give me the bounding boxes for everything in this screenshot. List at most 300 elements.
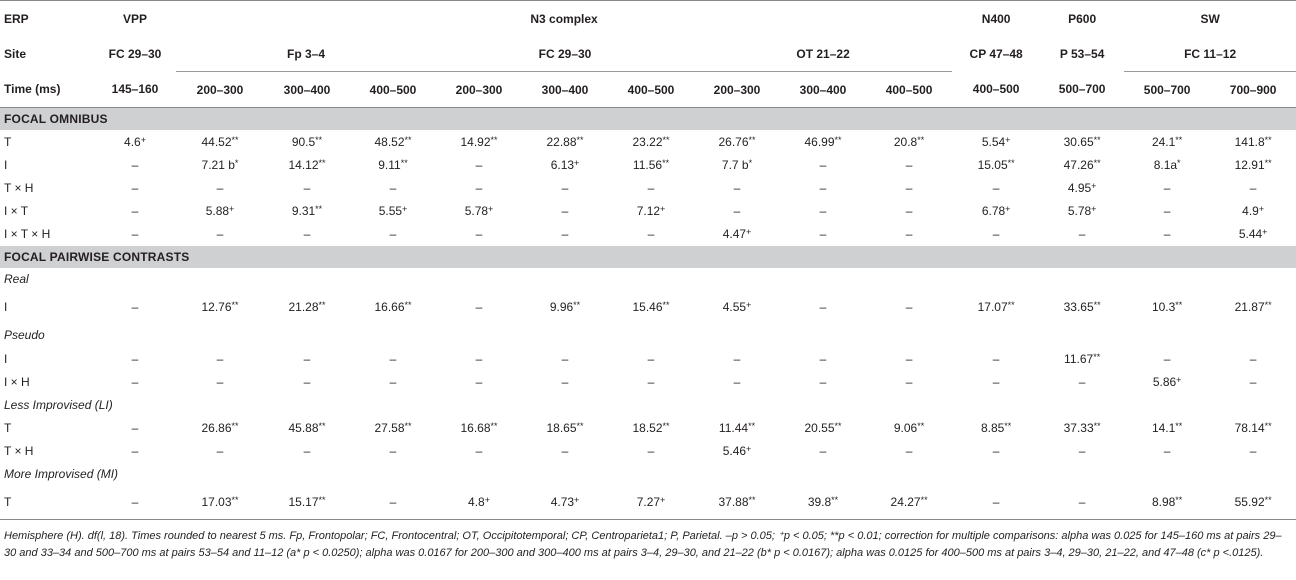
- table-cell: [522, 291, 608, 324]
- cell-value: 21.28: [288, 300, 319, 315]
- significance-marker: +: [574, 495, 580, 506]
- significance-marker: **: [1175, 495, 1183, 506]
- table-cell: [176, 176, 264, 199]
- table-cell: [608, 130, 694, 153]
- table-cell: [866, 130, 952, 153]
- header-row-site: [0, 36, 1296, 72]
- significance-marker: **: [573, 300, 581, 311]
- cell-value: 8.85: [980, 420, 1005, 435]
- header-cell: 400–500: [952, 72, 1040, 108]
- cell-value: –: [131, 374, 139, 389]
- cell-value: 10.3: [1151, 300, 1176, 315]
- header-cell: VPP: [94, 1, 176, 37]
- cell-value: 14.1: [1151, 420, 1176, 435]
- footnote-line: 0.025 for 145–160 ms at pairs 29–30 and 33–34 and 500–700 ms at pairs 53–54 and 11–12 (a* p < 0.0250); alpha was 0.0167 for 200–300 and 300–400 ms at pairs 3–4, 29–30, and 21–22 (b* p < 0.0167); alpha was 0.0125 for: [4, 530, 1282, 559]
- cell-value: 46.99: [804, 134, 835, 149]
- table-cell: [952, 176, 1040, 199]
- significance-marker: **: [1264, 134, 1272, 145]
- section-header: [0, 108, 1296, 131]
- significance-marker: **: [1093, 351, 1101, 362]
- table-cell: [350, 486, 436, 520]
- row-label: T × H: [4, 180, 34, 195]
- table-cell: [952, 347, 1040, 370]
- header-cell: N400: [952, 1, 1040, 37]
- header-row-time: [0, 72, 1296, 108]
- significance-marker: **: [576, 420, 584, 431]
- significance-marker: +: [484, 495, 490, 506]
- cell-value: –: [216, 227, 224, 242]
- cell-value: 6.13: [550, 157, 575, 172]
- table-cell: [1124, 153, 1210, 176]
- table-cell: [780, 486, 866, 520]
- cell-value: 55.92: [1234, 495, 1265, 510]
- header-cell: P 53–54: [1059, 46, 1105, 61]
- section-title: FOCAL OMNIBUS: [0, 108, 1296, 131]
- table-cell: [694, 486, 780, 520]
- row-label: I × T × H: [4, 227, 51, 242]
- table-cell: [866, 223, 952, 246]
- table-cell: [780, 130, 866, 153]
- cell-value: –: [1249, 374, 1257, 389]
- significance-marker: **: [834, 420, 842, 431]
- cell-value: –: [905, 227, 913, 242]
- row-label: I: [4, 351, 8, 366]
- significance-marker: **: [318, 495, 326, 506]
- table-cell: [94, 291, 176, 324]
- cell-value: –: [216, 374, 224, 389]
- cell-value: –: [905, 351, 913, 366]
- significance-marker: **: [917, 134, 925, 145]
- row-label: I × H: [4, 374, 30, 389]
- cell-value: 17.07: [977, 300, 1008, 315]
- group-subheader: [0, 268, 1296, 291]
- table-cell: [94, 486, 176, 520]
- cell-value: 39.8: [807, 495, 832, 510]
- header-cell: Site: [4, 46, 27, 61]
- table-cell: [1124, 416, 1210, 439]
- header-cell: Fp 3–4: [176, 36, 436, 72]
- table-cell: [1040, 291, 1124, 324]
- cell-value: 141.8: [1234, 134, 1265, 149]
- table-cell: [608, 440, 694, 463]
- cell-value: 14.92: [460, 134, 491, 149]
- table-cell: [952, 153, 1040, 176]
- table-cell: [1124, 440, 1210, 463]
- cell-value: 48.52: [374, 134, 405, 149]
- table-cell: [608, 347, 694, 370]
- header-cell: 200–300: [176, 72, 264, 108]
- significance-marker: **: [231, 495, 239, 506]
- significance-marker: +: [488, 204, 494, 215]
- table-cell: [350, 130, 436, 153]
- table-cell: [608, 370, 694, 393]
- table-cell: [94, 370, 176, 393]
- cell-value: –: [1163, 204, 1171, 219]
- header-cell: 200–300: [436, 72, 522, 108]
- significance-marker: **: [1093, 134, 1101, 145]
- cell-value: 90.5: [291, 134, 316, 149]
- table-cell: [94, 440, 176, 463]
- cell-value: –: [905, 204, 913, 219]
- cell-value: 9.06: [893, 420, 918, 435]
- table-cell: [1210, 130, 1296, 153]
- cell-value: –: [216, 444, 224, 459]
- significance-marker: **: [662, 157, 670, 168]
- cell-value: –: [647, 444, 655, 459]
- significance-marker: **: [748, 495, 756, 506]
- group-subheader: [0, 463, 1296, 486]
- table-cell: [436, 130, 522, 153]
- cell-value: –: [819, 204, 827, 219]
- table-cell: [436, 153, 522, 176]
- table-cell: [94, 130, 176, 153]
- significance-marker: **: [1093, 300, 1101, 311]
- cell-value: –: [303, 227, 311, 242]
- table-cell: [522, 223, 608, 246]
- cell-value: –: [131, 495, 139, 510]
- table-row: [0, 130, 1296, 153]
- table-cell: [866, 347, 952, 370]
- table-cell: [780, 176, 866, 199]
- table-cell: [1124, 223, 1210, 246]
- cell-value: 5.78: [464, 204, 489, 219]
- group-title: Less Improvised (LI): [4, 397, 113, 412]
- cell-value: 15.17: [288, 495, 319, 510]
- header-cell: N3 complex: [176, 1, 952, 37]
- table-cell: [176, 291, 264, 324]
- cell-value: –: [389, 495, 397, 510]
- cell-value: –: [561, 227, 569, 242]
- significance-marker: **: [404, 134, 412, 145]
- cell-value: –: [992, 444, 1000, 459]
- table-cell: [264, 200, 350, 223]
- cell-value: –: [475, 180, 483, 195]
- table-cell: [1040, 223, 1124, 246]
- table-cell: [780, 200, 866, 223]
- section-title: FOCAL PAIRWISE CONTRASTS: [0, 246, 1296, 268]
- significance-marker: +: [229, 204, 235, 215]
- table-cell: [866, 291, 952, 324]
- table-cell: [94, 176, 176, 199]
- cell-value: –: [131, 204, 139, 219]
- table-cell: [608, 223, 694, 246]
- group-title: More Improvised (MI): [4, 467, 119, 482]
- cell-value: –: [475, 444, 483, 459]
- group-title: Real: [4, 272, 29, 287]
- cell-value: 9.96: [549, 300, 574, 315]
- cell-value: 26.86: [201, 420, 232, 435]
- cell-value: –: [475, 157, 483, 172]
- table-cell: [694, 153, 780, 176]
- significance-marker: +: [574, 157, 580, 168]
- table-cell: [952, 200, 1040, 223]
- table-cell: [780, 153, 866, 176]
- significance-marker: *: [748, 157, 753, 168]
- significance-marker: +: [1258, 204, 1265, 215]
- table-cell: [694, 200, 780, 223]
- table-cell: [780, 291, 866, 324]
- cell-value: 17.03: [201, 495, 232, 510]
- cell-value: –: [389, 180, 397, 195]
- table-row: [0, 176, 1296, 199]
- cell-value: –: [303, 180, 311, 195]
- table-cell: [176, 440, 264, 463]
- table-cell: [952, 440, 1040, 463]
- significance-marker: **: [1264, 420, 1272, 431]
- table-cell: [1040, 347, 1124, 370]
- header-cell: 300–400: [522, 72, 608, 108]
- cell-value: 22.88: [546, 134, 577, 149]
- cell-value: –: [561, 374, 569, 389]
- cell-value: 18.52: [632, 420, 663, 435]
- table-row: [0, 486, 1296, 520]
- cell-value: –: [1163, 180, 1171, 195]
- table-cell: [1040, 200, 1124, 223]
- table-cell: [1210, 223, 1296, 246]
- table-cell: [176, 416, 264, 439]
- cell-value: 78.14: [1234, 420, 1265, 435]
- table-cell: [1040, 130, 1124, 153]
- significance-marker: *: [234, 157, 239, 168]
- footnote-line: 400–500 ms at pairs 3–4, 29–30, 21–22, and 47–48 (c* p <.0125).: [941, 546, 1264, 559]
- table-footnote: [4, 528, 1292, 561]
- significance-marker: **: [315, 204, 323, 215]
- table-row: [0, 347, 1296, 370]
- table-cell: [94, 200, 176, 223]
- cell-value: 7.12: [636, 204, 661, 219]
- table-cell: [1210, 440, 1296, 463]
- table-cell: [866, 486, 952, 520]
- cell-value: –: [389, 351, 397, 366]
- significance-marker: **: [662, 134, 670, 145]
- cell-value: –: [1249, 180, 1257, 195]
- row-label: T: [4, 134, 12, 149]
- table-cell: [608, 153, 694, 176]
- table-cell: [94, 347, 176, 370]
- table-cell: [176, 153, 264, 176]
- cell-value: 11.56: [632, 157, 663, 172]
- table-cell: [350, 370, 436, 393]
- header-cell: 400–500: [350, 72, 436, 108]
- cell-value: –: [131, 444, 139, 459]
- cell-value: 23.22: [632, 134, 663, 149]
- table-cell: [176, 223, 264, 246]
- table-cell: [694, 176, 780, 199]
- table-row: [0, 291, 1296, 324]
- table-cell: [264, 130, 350, 153]
- cell-value: –: [819, 157, 827, 172]
- cell-value: –: [561, 444, 569, 459]
- cell-value: 4.6: [124, 134, 141, 149]
- table-cell: [1124, 200, 1210, 223]
- significance-marker: **: [490, 420, 498, 431]
- table-cell: [1124, 130, 1210, 153]
- table-cell: [350, 416, 436, 439]
- table-cell: [780, 223, 866, 246]
- significance-marker: **: [917, 420, 925, 431]
- table-cell: [1040, 153, 1124, 176]
- cell-value: –: [819, 227, 827, 242]
- table-cell: [694, 130, 780, 153]
- cell-value: 11.67: [1064, 351, 1094, 366]
- table-cell: [608, 486, 694, 520]
- group-subheader: [0, 393, 1296, 416]
- cell-value: 8.1a: [1153, 157, 1178, 172]
- cell-value: –: [992, 227, 1000, 242]
- table-cell: [1040, 370, 1124, 393]
- table-cell: [608, 176, 694, 199]
- table-cell: [1040, 486, 1124, 520]
- cell-value: 27.58: [374, 420, 405, 435]
- cell-value: –: [819, 351, 827, 366]
- table-cell: [436, 176, 522, 199]
- table-cell: [952, 291, 1040, 324]
- table-cell: [694, 347, 780, 370]
- header-cell: 500–700: [1040, 72, 1124, 108]
- cell-value: –: [131, 227, 139, 242]
- cell-value: –: [647, 180, 655, 195]
- table-cell: [608, 291, 694, 324]
- significance-marker: **: [231, 134, 239, 145]
- cell-value: 20.55: [804, 420, 835, 435]
- cell-value: –: [216, 351, 224, 366]
- table-cell: [1210, 416, 1296, 439]
- table-cell: [94, 223, 176, 246]
- significance-marker: +: [746, 300, 752, 311]
- significance-marker: +: [746, 444, 752, 455]
- cell-value: –: [561, 351, 569, 366]
- cell-value: –: [475, 300, 483, 315]
- table-cell: [1210, 291, 1296, 324]
- cell-value: –: [647, 351, 655, 366]
- table-cell: [522, 416, 608, 439]
- cell-value: –: [475, 227, 483, 242]
- cell-value: –: [1249, 351, 1257, 366]
- significance-marker: +: [1091, 180, 1097, 191]
- header-cell: 500–700: [1124, 72, 1210, 108]
- table-cell: [1124, 291, 1210, 324]
- table-cell: [264, 153, 350, 176]
- header-cell: P600: [1040, 1, 1124, 37]
- significance-marker: **: [404, 420, 412, 431]
- cell-value: –: [389, 374, 397, 389]
- cell-value: –: [733, 180, 741, 195]
- table-cell: [350, 200, 436, 223]
- cell-value: –: [819, 374, 827, 389]
- cell-value: 4.73: [550, 495, 575, 510]
- cell-value: 16.66: [374, 300, 405, 315]
- cell-value: –: [475, 351, 483, 366]
- cell-value: 9.31: [291, 204, 316, 219]
- table-cell: [1210, 370, 1296, 393]
- row-label: I: [4, 300, 8, 315]
- cell-value: –: [389, 227, 397, 242]
- significance-marker: **: [318, 300, 326, 311]
- significance-marker: *: [1177, 157, 1181, 168]
- cell-value: 21.87: [1234, 300, 1265, 315]
- cell-value: 11.44: [718, 420, 749, 435]
- cell-value: –: [733, 374, 741, 389]
- significance-marker: **: [1175, 420, 1183, 431]
- table-cell: [1040, 440, 1124, 463]
- significance-marker: **: [831, 495, 839, 506]
- table-cell: [436, 223, 522, 246]
- table-cell: [1124, 347, 1210, 370]
- table-cell: [350, 223, 436, 246]
- header-cell: 400–500: [866, 72, 952, 108]
- significance-marker: +: [1262, 227, 1268, 238]
- cell-value: 4.55: [722, 300, 747, 315]
- cell-value: –: [1249, 444, 1257, 459]
- significance-marker: **: [315, 134, 323, 145]
- cell-value: –: [131, 300, 139, 315]
- header-cell: FC 11–12: [1124, 36, 1296, 72]
- table-cell: [1210, 200, 1296, 223]
- table-cell: [866, 153, 952, 176]
- cell-value: 7.7 b: [721, 157, 749, 172]
- significance-marker: +: [1005, 134, 1011, 145]
- table-cell: [522, 370, 608, 393]
- cell-value: 24.27: [890, 495, 921, 510]
- table-cell: [94, 416, 176, 439]
- table-cell: [264, 176, 350, 199]
- significance-marker: **: [920, 495, 928, 506]
- table-cell: [264, 347, 350, 370]
- table-cell: [522, 200, 608, 223]
- table-cell: [176, 370, 264, 393]
- cell-value: –: [1163, 227, 1171, 242]
- table-cell: [436, 200, 522, 223]
- table-row: [0, 223, 1296, 246]
- table-cell: [436, 440, 522, 463]
- significance-marker: +: [140, 134, 146, 145]
- cell-value: –: [819, 180, 827, 195]
- cell-value: 30.65: [1063, 134, 1094, 149]
- cell-value: 4.47: [722, 227, 747, 242]
- table-cell: [350, 440, 436, 463]
- cell-value: –: [131, 157, 139, 172]
- table-cell: [866, 440, 952, 463]
- header-cell: OT 21–22: [694, 36, 952, 72]
- cell-value: 5.54: [981, 134, 1006, 149]
- header-cell: SW: [1124, 1, 1296, 37]
- cell-value: –: [1163, 444, 1171, 459]
- table-cell: [264, 291, 350, 324]
- significance-marker: **: [318, 420, 326, 431]
- cell-value: 9.11: [378, 157, 401, 172]
- row-label: T: [4, 420, 12, 435]
- significance-marker: **: [748, 420, 756, 431]
- table-cell: [436, 486, 522, 520]
- significance-marker: **: [1093, 420, 1101, 431]
- header-cell: 200–300: [694, 72, 780, 108]
- significance-marker: **: [748, 134, 756, 145]
- table-cell: [436, 291, 522, 324]
- cell-value: –: [905, 157, 913, 172]
- table-cell: [866, 370, 952, 393]
- cell-value: –: [1078, 374, 1086, 389]
- cell-value: –: [131, 180, 139, 195]
- table-cell: [522, 440, 608, 463]
- significance-marker: +: [1005, 204, 1011, 215]
- row-label: T × H: [4, 444, 34, 459]
- table-cell: [866, 416, 952, 439]
- table-cell: [1040, 176, 1124, 199]
- cell-value: 5.78: [1067, 204, 1092, 219]
- table-cell: [952, 223, 1040, 246]
- cell-value: –: [561, 180, 569, 195]
- cell-value: –: [733, 351, 741, 366]
